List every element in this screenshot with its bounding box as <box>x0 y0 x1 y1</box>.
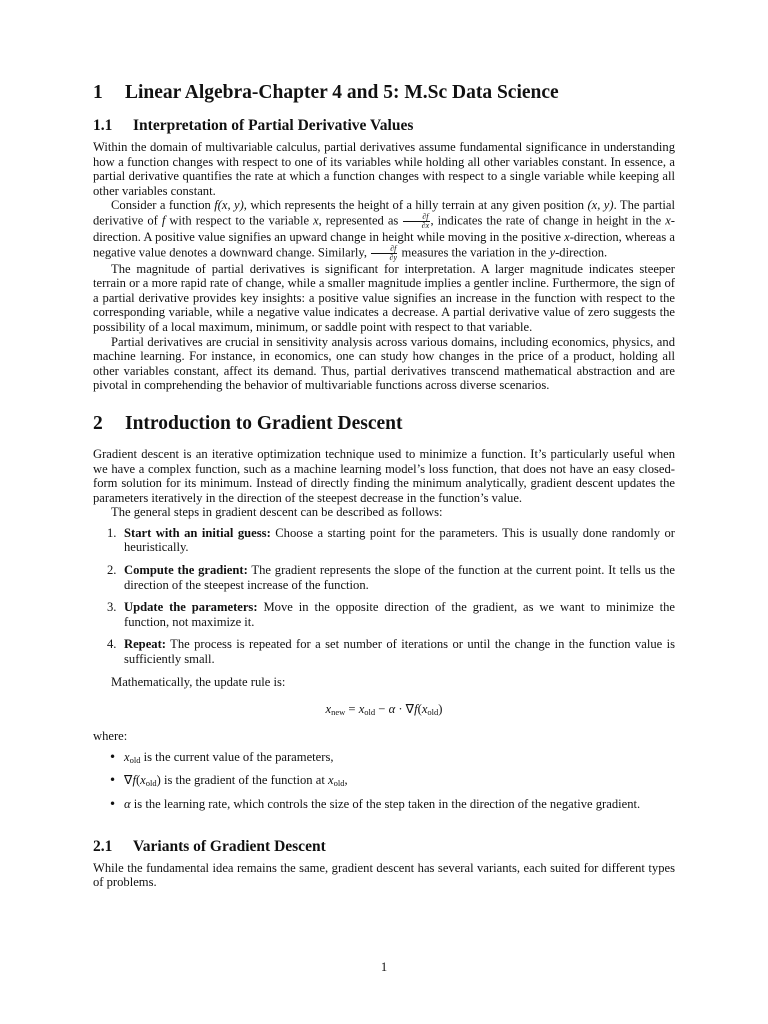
bullet-icon: • <box>109 797 117 811</box>
fraction-df-dy: $\frac{\partial f}{\partial y}$ <box>371 245 397 262</box>
paragraph: The magnitude of partial derivatives is significant for interpretation. A larger magnitude indicates steeper terrain or a more rapid rate of change, while a smaller magnitude implies a gentler incline. Furthermore, the sign of a partial derivative provides key insights: a positive value signifies an increase in the function with respect to the corresponding variable, while a negative value indicates a decrease. A partial derivative value of zero suggests the possibility of a local maximum, minimum, or saddle point with respect to that variable. <box>93 261 675 334</box>
list-item: 3. Update the parameters: Move in the opposite direction of the gradient, as we want to minimize the function, not maximize it. <box>107 600 675 629</box>
paragraph: The general steps in gradient descent can be described as follows: <box>111 505 443 520</box>
section-title: Linear Algebra-Chapter 4 and 5: M.Sc Data Science <box>125 82 559 103</box>
bullet-icon: • <box>109 749 117 764</box>
list-item: • $x_{old}$ is the current value of the parameters, <box>109 749 334 765</box>
paragraph: where: <box>93 729 128 744</box>
paragraph: Within the domain of multivariable calculus, partial derivatives assume fundamental significance in understanding how a function changes with respect to one of its variables while holding all other variables constant. In essence, a partial derivative quantifies the rate at which a function changes with respect to a single variable while keeping all other variables constant. <box>93 140 675 198</box>
paragraph: Gradient descent is an iterative optimization technique used to minimize a function. It’s particularly useful when we have a complex function, such as a machine learning model’s loss function, that does not have an easy closed-form solution for its minimum. Instead of directly finding the minimum analytically, gradient descent updates the parameters iteratively in the direction of the steepest decrease in the function’s value. <box>93 446 675 505</box>
section-2-heading <box>93 411 675 437</box>
subsection-title: Interpretation of Partial Derivative Values <box>133 117 414 134</box>
section-1-heading <box>93 80 675 106</box>
section-number: 1 <box>93 82 103 103</box>
paragraph-partial-derivative: Consider a function f(x, y), which represents the height of a hilly terrain at any given position (x, y). The partial derivative of f with respect to the variable x, represented as $\frac{\partial f}{\partial x}$ , indicates the rate of change in height in the x-direction. A positive value signifies an upward change in height while moving in the positive x-direction, whereas a negative value denotes a downward change. Similarly, $\frac{\partial f}{\partial y}$ measures the variation in the y-direction. <box>93 198 676 262</box>
update-rule-equation: $x_{new} = x_{old} - \alpha \cdot \nabla f(x_{old})$ <box>325 702 443 718</box>
list-item: 1. Start with an initial guess: Choose a starting point for the parameters. This is usually done randomly or heuristically. <box>107 525 675 555</box>
page-number: 1 <box>380 960 388 974</box>
bullet-icon: • <box>109 773 117 788</box>
subsection-title: Variants of Gradient Descent <box>133 837 326 855</box>
list-item: • α is the learning rate, which controls the size of the step taken in the direction of the negative gradient. <box>109 797 641 811</box>
definitions-list <box>93 750 675 812</box>
subsection-number: 1.1 <box>93 117 113 134</box>
subsection-2-1-heading <box>93 837 675 857</box>
subsection-1-1-heading <box>93 116 675 136</box>
spacer <box>93 393 675 411</box>
paragraph: Partial derivatives are crucial in sensitivity analysis across various domains, including economics, physics, and machine learning. For instance, in economics, one can study how changes in the price of a product, holding all other variables constant, affect its demand. Thus, partial derivatives transcend mathematical abstraction and are pivotal in comprehending the behavior of multivariable functions across diverse scenarios. <box>93 334 675 393</box>
list-item: • $\nabla f(x_{old})$ is the gradient of the function at $x_{old}$, <box>109 773 348 789</box>
spacer <box>93 821 675 837</box>
subsection-number: 2.1 <box>93 837 113 855</box>
list-item: 4. Repeat: The process is repeated for a set number of iterations or until the change in the function value is sufficiently small. <box>107 637 675 667</box>
steps-list <box>93 526 675 667</box>
paragraph: While the fundamental idea remains the same, gradient descent has several variants, each suited for different types of problems. <box>93 860 675 890</box>
section-number: 2 <box>93 412 103 434</box>
section-title: Introduction to Gradient Descent <box>125 412 403 434</box>
page-content <box>93 80 675 890</box>
list-item: 2. Compute the gradient: The gradient represents the slope of the function at the current point. It tells us the direction of the steepest increase of the function. <box>107 563 675 592</box>
fraction-df-dx: $\frac{\partial f}{\partial x}$ <box>403 213 429 230</box>
paragraph: Mathematically, the update rule is: <box>111 674 286 689</box>
